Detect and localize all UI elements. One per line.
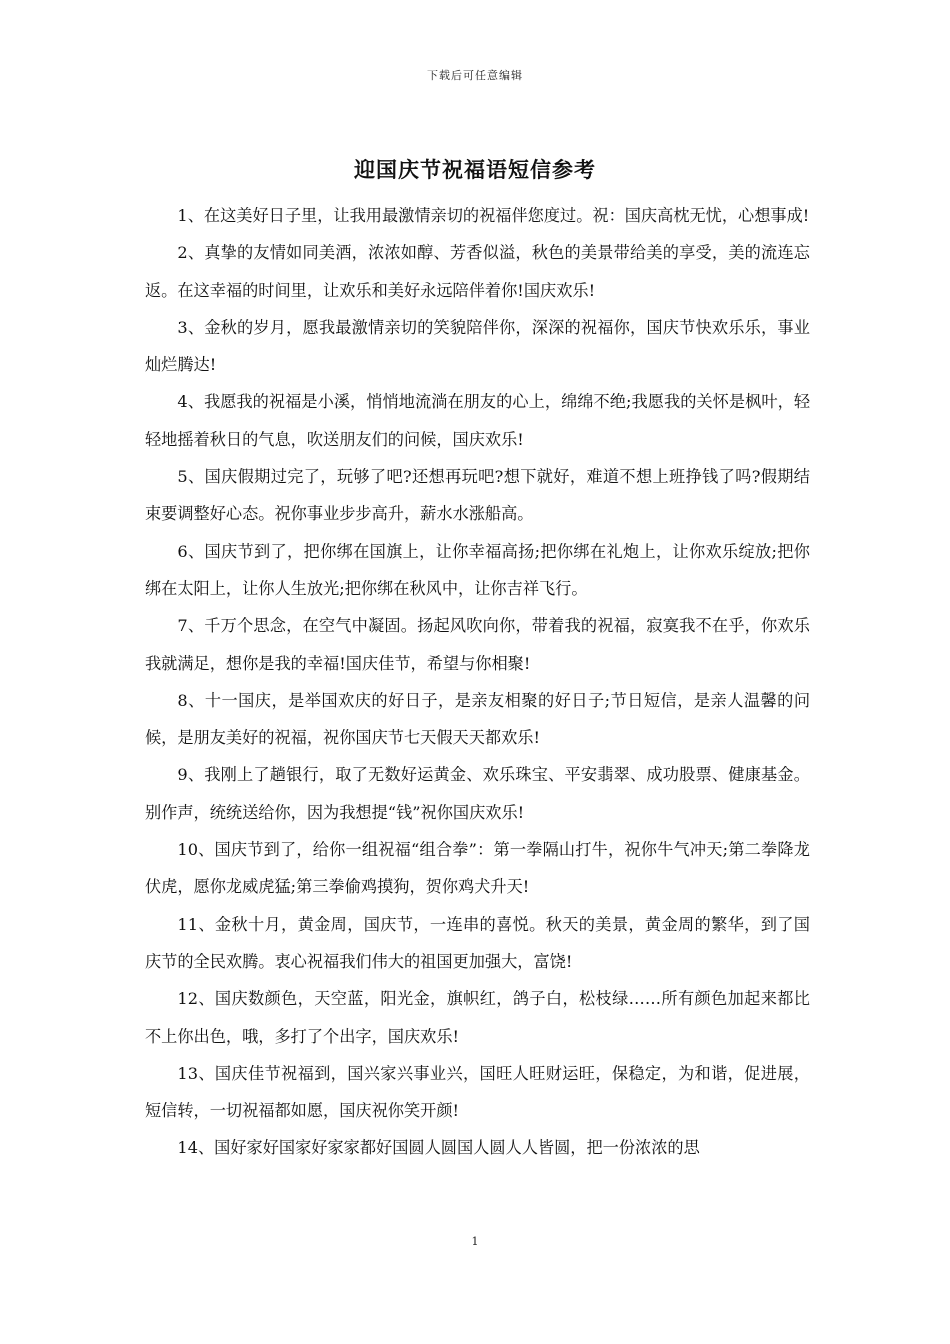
paragraph-14: 14、国好家好国家好家家都好国圆人圆国人圆人人皆圆，把一份浓浓的思 — [177, 1138, 700, 1158]
document-body — [145, 197, 810, 1167]
paragraph-7: 7、千万个思念，在空气中凝固。扬起风吹向你，带着我的祝福，寂寞我不在乎，你欢乐我就满足，想你是我的幸福!国庆佳节，希望与你相聚! — [145, 616, 810, 673]
page-number: 1 — [471, 1235, 479, 1248]
paragraph-13: 13、国庆佳节祝福到，国兴家兴事业兴，国旺人旺财运旺，保稳定，为和谐，促进展，短信转，一切祝福都如愿，国庆祝你笑开颜! — [145, 1063, 810, 1121]
paragraph-10: 10、国庆节到了，给你一组祝福“组合拳”：第一拳隔山打牛，祝你牛气冲天;第二拳降龙伏虎，愿你龙威虎猛;第三拳偷鸡摸狗，贺你鸡犬升天! — [145, 840, 810, 897]
paragraph-6: 6、国庆节到了，把你绑在国旗上，让你幸福高扬;把你绑在礼炮上，让你欢乐绽放;把你绑在太阳上，让你人生放光;把你绑在秋风中，让你吉祥飞行。 — [145, 541, 810, 598]
paragraph-4: 4、我愿我的祝福是小溪，悄悄地流淌在朋友的心上，绵绵不绝;我愿我的关怀是枫叶，轻轻地摇着秋日的气息，吹送朋友们的问候，国庆欢乐! — [145, 392, 810, 449]
paragraph-12: 12、国庆数颜色，天空蓝，阳光金，旗帜红，鸽子白，松枝绿……所有颜色加起来都比不上你出色，哦，多打了个出字，国庆欢乐! — [145, 989, 810, 1046]
paragraph-3: 3、金秋的岁月，愿我最激情亲切的笑貌陪伴你，深深的祝福你，国庆节快欢乐乐，事业灿烂腾达! — [145, 317, 810, 375]
paragraph-9: 9、我刚上了趟银行，取了无数好运黄金、欢乐珠宝、平安翡翠、成功股票、健康基金。别作声，统统送给你，因为我想提“钱”祝你国庆欢乐! — [145, 765, 810, 822]
paragraph-8: 8、十一国庆，是举国欢庆的好日子，是亲友相聚的好日子;节日短信，是亲人温馨的问候，是朋友美好的祝福，祝你国庆节七天假天天都欢乐! — [145, 690, 810, 748]
paragraph-5: 5、国庆假期过完了，玩够了吧?还想再玩吧?想下就好，难道不想上班挣钱了吗?假期结束要调整好心态。祝你事业步步高升，薪水水涨船高。 — [145, 467, 810, 524]
paragraph-2: 2、真挚的友情如同美酒，浓浓如醇、芳香似溢，秋色的美景带给美的享受，美的流连忘返。在这幸福的时间里，让欢乐和美好永远陪伴着你!国庆欢乐! — [145, 243, 810, 300]
paragraph-1: 1、在这美好日子里，让我用最激情亲切的祝福伴您度过。祝：国庆高枕无忧，心想事成! — [177, 206, 810, 225]
paragraph-11: 11、金秋十月，黄金周，国庆节，一连串的喜悦。秋天的美景，黄金周的繁华，到了国庆节的全民欢腾。衷心祝福我们伟大的祖国更加强大，富饶! — [145, 914, 810, 971]
header-note: 下载后可任意编辑 — [427, 69, 523, 82]
document-title: 迎国庆节祝福语短信参考 — [354, 157, 596, 182]
